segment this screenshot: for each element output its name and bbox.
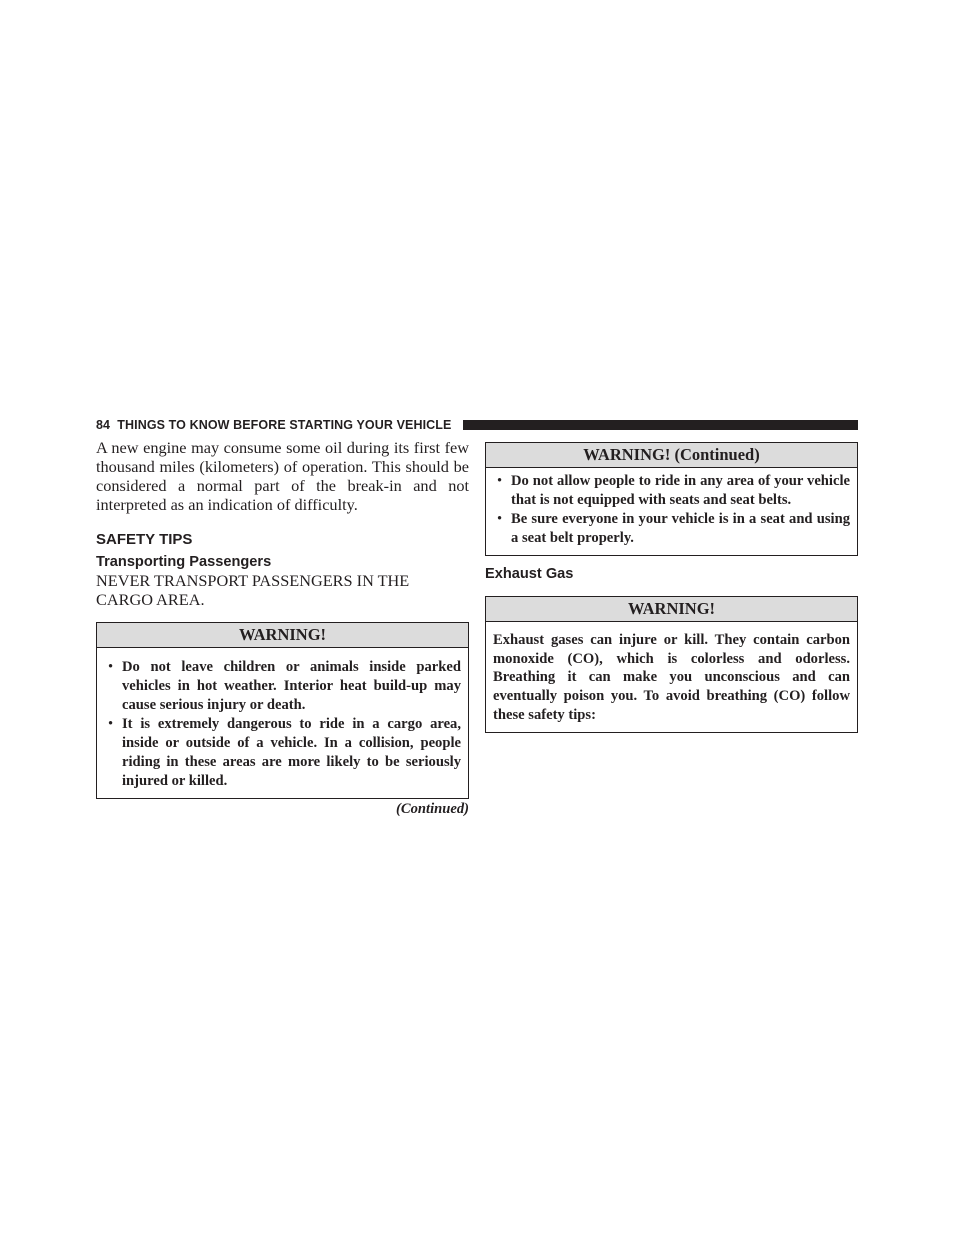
warning-body bbox=[97, 648, 468, 797]
continued-label: (Continued) bbox=[396, 800, 469, 817]
warning-continued-list bbox=[493, 472, 850, 548]
warning-title: WARNING! bbox=[486, 597, 857, 622]
warning-item: • It is extremely dangerous to ride in a cargo area, inside or outside of a vehicle. In a collision, people riding in these areas are more likely to be seriously injured or killed. bbox=[108, 716, 461, 789]
warning-box-passengers bbox=[96, 622, 469, 798]
warning-item: • Do not leave children or animals inside parked vehicles in hot weather. Interior heat build-up may cause serious injury or death. bbox=[108, 659, 461, 714]
warning-item: • Be sure everyone in your vehicle is in a seat and using a seat belt properly. bbox=[497, 510, 850, 546]
warning-title: WARNING! bbox=[97, 623, 468, 648]
intro-paragraph: A new engine may consume some oil during its first few thousand miles (kilometers) of operation. This should be considered a normal part of the break-in and not interpreted as an indication of difficulty. bbox=[96, 438, 469, 514]
warning-box-continued bbox=[485, 442, 858, 556]
transporting-passengers-heading: Transporting Passengers bbox=[96, 553, 272, 570]
exhaust-gas-heading: Exhaust Gas bbox=[485, 565, 574, 582]
bullet-icon: • bbox=[497, 510, 503, 527]
safety-tips-heading: SAFETY TIPS bbox=[96, 530, 193, 548]
warning-body bbox=[486, 622, 857, 733]
header-rule-bar bbox=[463, 420, 858, 430]
right-column bbox=[485, 442, 858, 733]
bullet-icon: • bbox=[497, 473, 503, 489]
warning-continued-body bbox=[486, 468, 857, 555]
warning-list bbox=[104, 658, 461, 790]
exhaust-warning-text: Exhaust gases can injure or kill. They contain carbon monoxide (CO), which is colorless and odorless. Breathing it can make you unconscious and can eventually poison you. To avoid breathing (CO) follow these safety tips: bbox=[493, 631, 850, 724]
header-text bbox=[96, 417, 451, 433]
cargo-notice: NEVER TRANSPORT PASSENGERS IN THE CARGO AREA. bbox=[96, 570, 410, 609]
bullet-icon: • bbox=[108, 716, 114, 733]
warning-continued-title: WARNING! (Continued) bbox=[486, 443, 857, 468]
left-column bbox=[96, 439, 469, 818]
page-number: 84 bbox=[96, 418, 111, 432]
bullet-icon: • bbox=[108, 659, 114, 676]
running-header bbox=[96, 417, 858, 433]
section-title: THINGS TO KNOW BEFORE STARTING YOUR VEHICLE bbox=[117, 418, 452, 432]
warning-box-exhaust bbox=[485, 596, 858, 734]
warning-item: • Do not allow people to ride in any area of your vehicle that is not equipped with seats and seat belts. bbox=[497, 473, 850, 508]
